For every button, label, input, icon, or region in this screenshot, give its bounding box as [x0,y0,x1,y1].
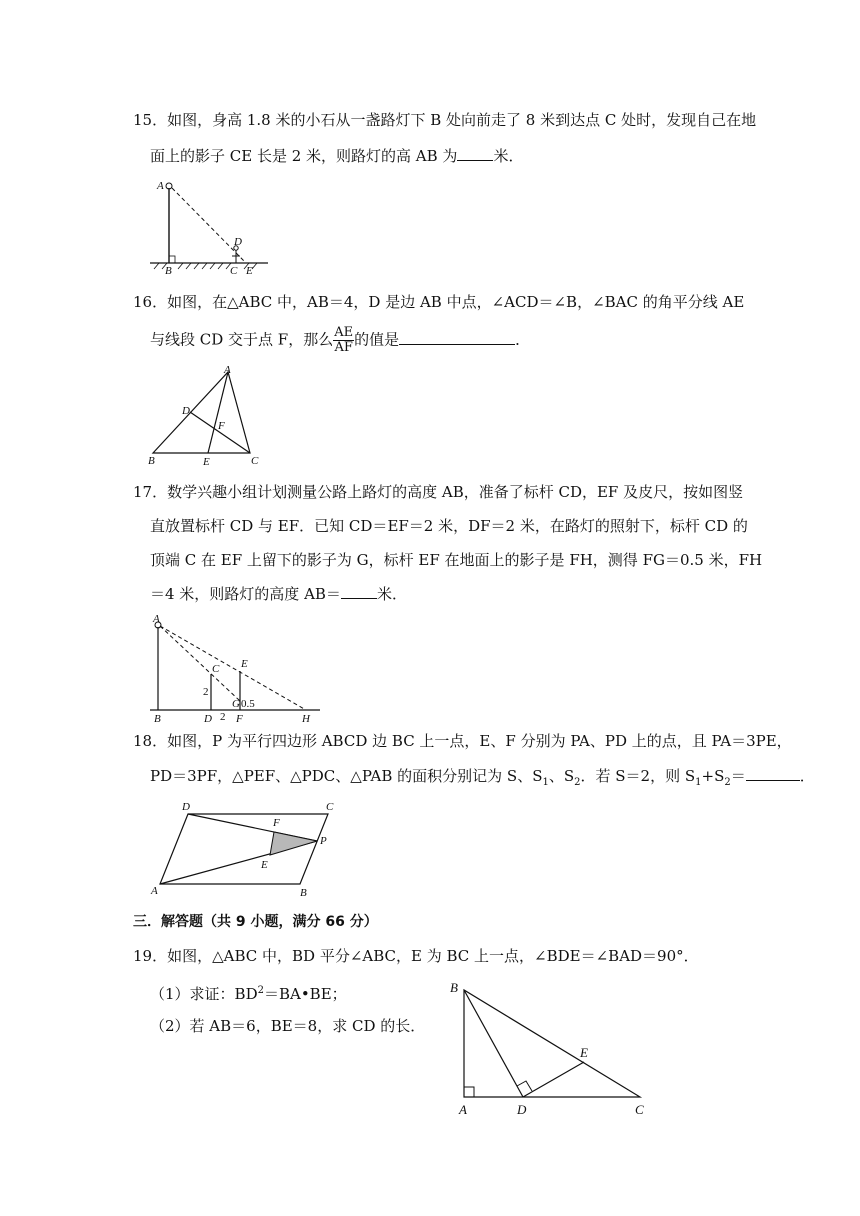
q17-label-d: D [204,713,212,725]
q17-label-f: F [236,713,243,725]
q16-text-c: ． [515,330,531,349]
q19-label-a: A [459,1102,467,1117]
q17-label-b: B [154,713,161,725]
q17-answer-blank [341,584,377,599]
q17-figure [148,612,328,727]
q18-sub-1: 1 [542,777,549,788]
q18-text-c: ＝ [730,767,746,785]
q15-line-2 [150,145,523,167]
q17-label-c: C [212,663,220,675]
q19-label-b: B [450,980,458,995]
q19-label-e: E [580,1045,588,1060]
q16-label-c: C [251,455,259,467]
q18-figure [148,798,348,898]
q16-line-1: 16．如图，在△ABC 中，AB＝4，D 是边 AB 中点，∠ACD＝∠B，∠BAC 的角平分线 AE [133,293,745,311]
q19-line-1: 19．如图，△ABC 中，BD 平分∠ABC，E 为 BC 上一点，∠BDE＝∠BAD＝90°． [133,947,699,965]
q17-line-4 [150,583,407,605]
q17-label-cd-len: 2 [203,686,209,698]
q16-frac-numerator: AE [334,325,354,340]
q17-line-2: 直放置标杆 CD 与 EF．已知 CD＝EF＝2 米，DF＝2 米，在路灯的照射下，标杆 CD 的 [150,517,748,535]
q18-line-2 [150,765,815,794]
q17-line-1: 17．数学兴趣小组计划测量公路上路灯的高度 AB，准备了标杆 CD，EF 及皮尺，按如图竖 [133,483,744,501]
q18-label-p: P [320,835,327,847]
section-3-heading: 三．解答题（共 9 小题，满分 66 分） [133,914,378,930]
q16-label-a: A [224,364,231,376]
q17-label-g: G [232,698,240,710]
q19-label-d: D [517,1102,527,1117]
q19-part-1-sup: 2 [257,985,264,996]
q15-label-e: E [246,265,253,277]
q15-text-b: 米． [493,147,524,165]
q17-label-a: A [153,613,160,625]
q15-label-c: C [230,265,238,277]
q16-figure [144,362,274,470]
q17-label-fg-len: 0.5 [241,698,255,710]
q15-line-1: 15．如图，身高 1.8 米的小石从一盏路灯下 B 处向前走了 8 米到达点 C 处时，发现自己在地 [133,111,757,129]
q16-line-2 [150,326,530,355]
q15-label-a: A [157,180,164,192]
q17-text-b: 米． [376,585,407,603]
q17-text-a: ＝4 米，则路灯的高度 AB＝ [150,585,341,603]
q16-label-d: D [182,405,190,417]
q18-label-a: A [151,885,158,897]
q18-answer-blank [746,766,800,781]
q18-label-c: C [326,801,334,813]
q19-part-2: （2）若 AB＝6，BE＝8，求 CD 的长． [150,1017,426,1035]
q18-label-e: E [261,859,268,871]
q16-label-f: F [218,420,225,432]
q18-text-b: ．若 S＝2，则 S [580,767,696,785]
q18-label-b: B [300,887,307,899]
q19-figure [447,978,657,1123]
q17-label-df-len: 2 [220,711,226,723]
q17-line-3: 顶端 C 在 EF 上留下的影子为 G，标杆 EF 在地面上的影子是 FH，测得 FG＝0.5 米，FH [150,551,763,569]
q15-figure [148,178,278,278]
q16-text-a: 与线段 CD 交于点 F，那么 [150,330,334,349]
q16-frac-denominator: AF [334,340,353,355]
q16-label-e: E [203,456,210,468]
q15-answer-blank [457,146,493,161]
q18-text-a: PD＝3PF，△PEF、△PDC、△PAB 的面积分别记为 S、S [150,767,543,785]
q19-part-1 [150,980,347,1005]
q16-fraction [333,326,354,355]
q16-label-b: B [148,455,155,467]
q16-text-b: 的值是 [354,330,400,349]
q18-label-f: F [273,817,280,829]
q18-sub-1b: 1 [695,777,702,788]
q19-part-1-text-a: （1）求证：BD [150,985,258,1003]
q18-text-plus: +S [701,767,725,785]
q19-part-1-text-b: ＝BA•BE； [263,985,347,1003]
q18-sub-2b: 2 [724,777,731,788]
q17-label-e: E [241,658,248,670]
q18-sub-2: 2 [574,777,581,788]
q18-line-1: 18．如图，P 为平行四边形 ABCD 边 BC 上一点，E、F 分别为 PA、PD 上的点，且 PA＝3PE， [133,732,792,750]
q19-label-c: C [635,1102,644,1117]
q15-label-d: D [234,236,242,248]
q15-label-b: B [165,265,172,277]
q18-text-mid: 、S [548,767,575,785]
q15-text-a: 面上的影子 CE 长是 2 米，则路灯的高 AB 为 [150,147,458,165]
q18-text-d: ． [799,767,815,785]
q18-label-d: D [182,801,190,813]
q16-answer-blank [399,330,515,345]
q17-label-h: H [302,713,310,725]
